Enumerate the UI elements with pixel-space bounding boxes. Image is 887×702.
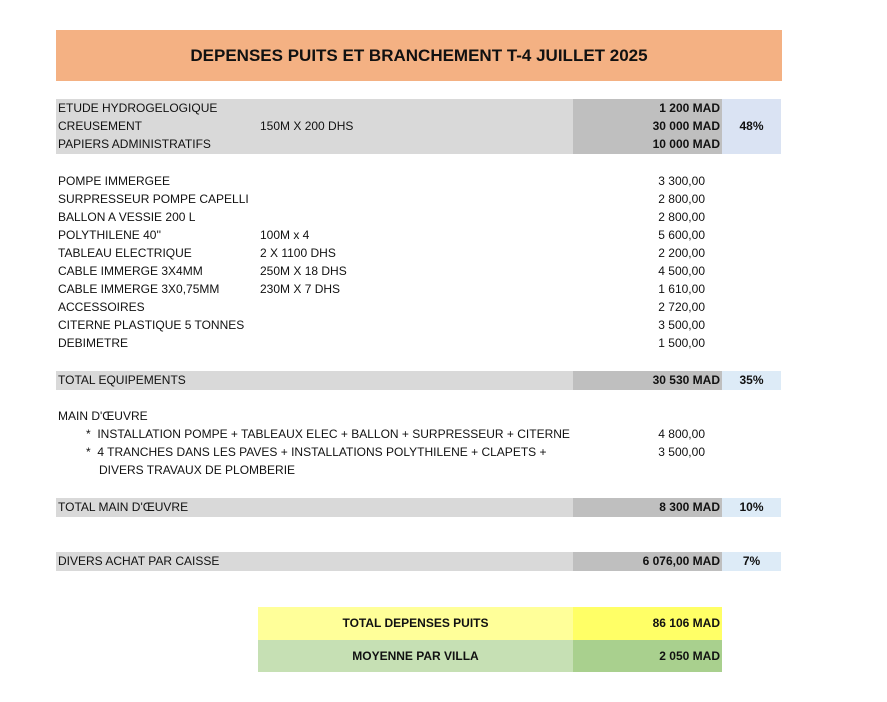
total-depenses-label: TOTAL DEPENSES PUITS xyxy=(342,616,489,630)
main-oeuvre-heading: MAIN D'ŒUVRE xyxy=(58,409,148,423)
item-label: DEBIMETRE xyxy=(58,336,129,350)
bullet-text: 4 TRANCHES DANS LES PAVES + INSTALLATIONS POLYTHILENE + CLAPETS + xyxy=(97,445,547,459)
page-title xyxy=(56,30,782,81)
bullet-mark: * xyxy=(86,445,91,459)
item-label: POMPE IMMERGEE xyxy=(58,174,171,188)
item-label: CITERNE PLASTIQUE 5 TONNES xyxy=(58,318,245,332)
item-amount: 2 720,00 xyxy=(658,300,705,314)
bullet-item xyxy=(86,443,547,461)
divers-percent: 7% xyxy=(742,554,761,568)
item-label: PAPIERS ADMINISTRATIFS xyxy=(58,137,211,151)
item-amount: 4 500,00 xyxy=(658,264,705,278)
item-amount: 3 500,00 xyxy=(658,445,705,459)
item-detail: 100M x 4 xyxy=(260,228,310,242)
item-amount: 4 800,00 xyxy=(658,427,705,441)
item-amount: 2 200,00 xyxy=(658,246,705,260)
item-label: TABLEAU ELECTRIQUE xyxy=(58,246,192,260)
item-amount: 5 600,00 xyxy=(658,228,705,242)
item-label: CABLE IMMERGE 3X0,75MM xyxy=(58,282,220,296)
item-detail: 2 X 1100 DHS xyxy=(260,246,336,260)
item-label: POLYTHILENE 40'' xyxy=(58,228,162,242)
item-amount: 1 610,00 xyxy=(658,282,705,296)
item-amount: 2 800,00 xyxy=(658,192,705,206)
total-equipements-label: TOTAL EQUIPEMENTS xyxy=(58,373,186,387)
total-main-oeuvre-amount: 8 300 MAD xyxy=(659,500,720,514)
total-equipements-amount: 30 530 MAD xyxy=(652,373,720,387)
item-label: SURPRESSEUR POMPE CAPELLI xyxy=(58,192,249,206)
bullet-text-continued: DIVERS TRAVAUX DE PLOMBERIE xyxy=(99,463,296,477)
total-depenses-amount: 86 106 MAD xyxy=(652,616,720,630)
moyenne-label: MOYENNE PAR VILLA xyxy=(352,649,479,663)
item-label: CREUSEMENT xyxy=(58,119,143,133)
item-label: ETUDE HYDROGELOGIQUE xyxy=(58,101,218,115)
item-amount: 1 200 MAD xyxy=(659,101,720,115)
total-main-oeuvre-percent: 10% xyxy=(739,500,764,514)
divers-label: DIVERS ACHAT PAR CAISSE xyxy=(58,554,220,568)
bullet-text: INSTALLATION POMPE + TABLEAUX ELEC + BALLON + SURPRESSEUR + CITERNE xyxy=(97,427,570,441)
item-label: ACCESSOIRES xyxy=(58,300,145,314)
total-equipements-percent: 35% xyxy=(739,373,764,387)
item-amount: 1 500,00 xyxy=(658,336,705,350)
item-label: BALLON A VESSIE 200 L xyxy=(58,210,196,224)
item-label: CABLE IMMERGE 3X4MM xyxy=(58,264,203,278)
item-amount: 30 000 MAD xyxy=(652,119,720,133)
item-amount: 10 000 MAD xyxy=(652,137,720,151)
bullet-mark: * xyxy=(86,427,91,441)
total-main-oeuvre-label: TOTAL MAIN D'ŒUVRE xyxy=(58,500,189,514)
item-amount: 2 800,00 xyxy=(658,210,705,224)
item-amount: 3 300,00 xyxy=(658,174,705,188)
title-text: DEPENSES PUITS ET BRANCHEMENT T-4 JUILLET 2025 xyxy=(190,45,648,65)
item-detail: 230M X 7 DHS xyxy=(260,282,341,296)
item-detail: 150M X 200 DHS xyxy=(260,119,354,133)
moyenne-amount: 2 050 MAD xyxy=(659,649,720,663)
item-detail: 250M X 18 DHS xyxy=(260,264,347,278)
section1-percent: 48% xyxy=(739,119,764,133)
bullet-item xyxy=(86,425,570,443)
divers-amount: 6 076,00 MAD xyxy=(642,554,720,568)
item-amount: 3 500,00 xyxy=(658,318,705,332)
